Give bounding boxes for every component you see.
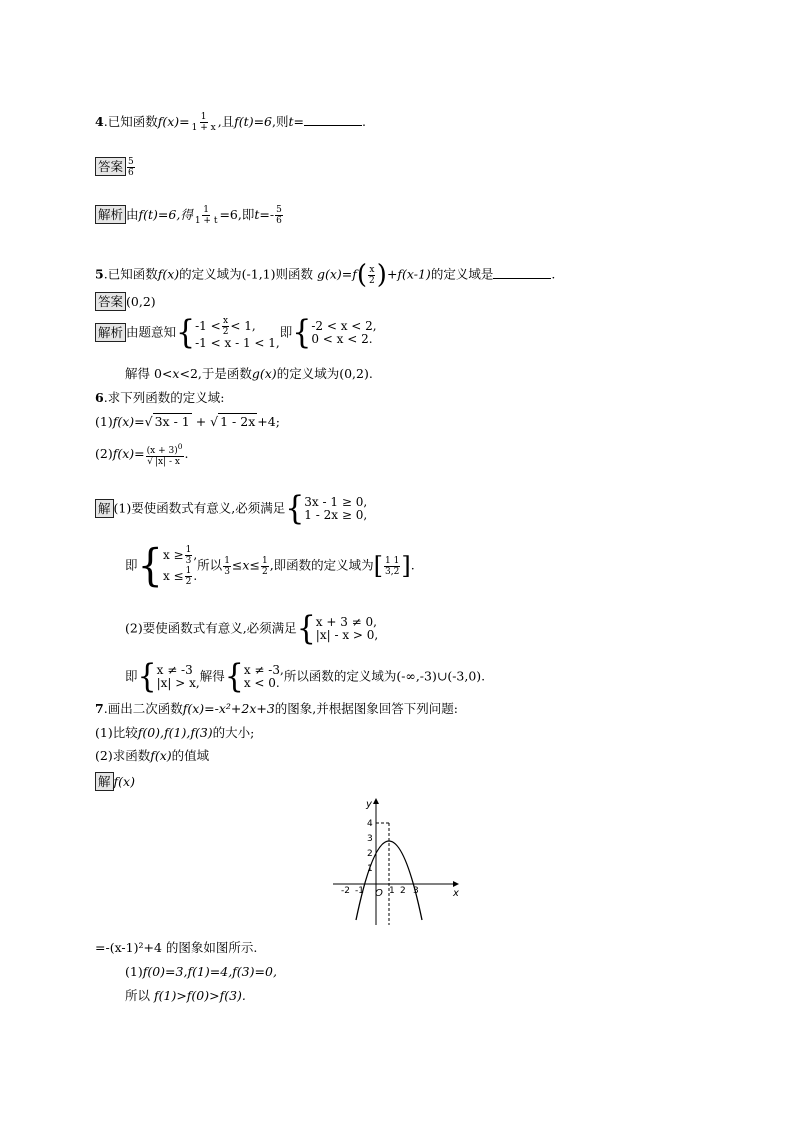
q6-s2-system-3 — [244, 664, 284, 690]
q5-stem-d: 的定义域是 — [430, 266, 494, 282]
q6-s2-sys2-line1: x ≠ -3 — [156, 663, 193, 677]
q4-number: 4 — [95, 114, 104, 129]
q7-number: 7 — [95, 701, 104, 716]
q4-stem-c: ,则 — [272, 114, 289, 129]
q4-ft: f(t)=6 — [234, 114, 273, 129]
x-tick-neg2: -2 — [341, 886, 350, 896]
q7-s1-cmp-text: f(1)>f(0)>f(3). — [153, 988, 246, 1003]
q6-s1-i-den: 3,2 — [385, 566, 400, 577]
q6-s1-sys-line1: 3x - 1 ≥ 0, — [304, 495, 368, 509]
q4-analysis-result — [275, 205, 283, 226]
q4-answer-fraction — [127, 157, 135, 178]
y-tick-2: 2 — [367, 849, 373, 859]
q4-answer-blank — [304, 114, 362, 126]
q6-s1-d-den: 3 — [224, 566, 230, 577]
q6-solution-1 — [95, 489, 368, 528]
q6-p2-fx: f(x)= — [112, 446, 145, 461]
q5-stem-c: + — [386, 266, 398, 282]
q6-s1-i-frac — [384, 556, 400, 577]
q7-s1-b: 所以 — [125, 988, 154, 1003]
q5-sys1-line1-a: -1 < — [195, 319, 221, 333]
answer-label: 答案 — [95, 157, 126, 176]
q6-s2-brace: { — [296, 609, 316, 648]
q4-analysis-t: t=- — [254, 207, 275, 222]
q6-s1-f: ≤ — [249, 557, 260, 573]
q6-s1-i-num: 1 1 — [385, 555, 400, 566]
q7-s1-cmp — [125, 988, 246, 1004]
x-tick-1: 1 — [389, 886, 395, 896]
q5-conclusion-b: <2,于是函数 — [179, 366, 252, 381]
q5-analysis-a: 由题意知 — [126, 324, 177, 340]
analysis-label: 解析 — [95, 205, 126, 224]
q6-s1-d-frac — [223, 556, 231, 577]
q5-fx1: f(x-1) — [397, 266, 431, 282]
q4-answer-den: 6 — [128, 168, 134, 178]
q4-stem-b: ,且 — [217, 114, 235, 129]
q5-conclusion-g: g(x) — [251, 366, 277, 381]
q6-s1-g-frac — [261, 556, 269, 577]
analysis-label: 解析 — [95, 323, 126, 342]
q7-solution — [95, 772, 135, 791]
q6-s2-system-2 — [157, 664, 200, 690]
y-tick-3: 3 — [367, 834, 373, 844]
q6-s1-bracket-open: [ — [373, 552, 384, 580]
q6-s2-system — [316, 616, 378, 642]
q6-part1: (1)f(x)=√ 3x - 1 + √ 1 - 2x +4; — [95, 414, 280, 429]
q6-s1-sys2-l1b: , — [193, 548, 198, 562]
q5-sys1-line1 — [195, 316, 280, 337]
q6-p2-num: (x + 3) — [146, 446, 178, 456]
q6-s1-b: 即 — [125, 557, 138, 573]
q4-t: t= — [288, 114, 304, 129]
q6-s2-sys-line1: x + 3 ≠ 0, — [315, 615, 377, 629]
q4-analysis-den: 6 — [276, 216, 282, 226]
q6-s2-sys2-line2: |x| > x, — [156, 676, 200, 690]
origin-label: O — [375, 888, 383, 899]
q5-answer — [95, 292, 156, 311]
q6-s1-d-num: 1 — [224, 555, 230, 566]
q4-analysis-frac-num: 1 — [203, 205, 210, 215]
q5-number: 5 — [95, 266, 104, 282]
q4-answer-num: 5 — [128, 157, 134, 167]
q4-analysis-b: =6,即 — [219, 207, 255, 222]
x-axis-label: x — [453, 888, 459, 899]
q6-s1-e: ≤ — [231, 557, 243, 573]
answer-label: 答案 — [95, 292, 126, 311]
q6-s1-g-den: 2 — [261, 566, 268, 577]
q4-analysis-a: 由 — [126, 207, 139, 222]
q4-tail: . — [362, 114, 366, 129]
q6-p1-sqrt2: 1 - 2x — [220, 414, 256, 429]
q6-s1-sys2-frac1 — [185, 545, 193, 566]
q6-solution-1b — [125, 540, 415, 592]
q6-s2-d: 所以函数的定义域为(-∞,-3)∪(-3,0). — [283, 668, 486, 684]
q7-stem: 7.画出二次函数f(x)=-x²+2x+3的图象,并根据图象回答下列问题: — [95, 701, 458, 716]
q4-frac-num: 1 — [200, 112, 207, 122]
solution-label: 解 — [95, 772, 114, 791]
q6-stem-text: 求下列函数的定义域: — [107, 390, 225, 405]
y-tick-4: 4 — [367, 819, 373, 829]
q5-conclusion-c: 的定义域为(0,2). — [276, 366, 373, 381]
q6-p2-den-wrap: √ |x| - x — [147, 457, 180, 467]
x-tick-2: 2 — [400, 886, 406, 896]
q5-stem-a: 已知函数 — [107, 266, 158, 282]
q7-p2-fx: f(x) — [150, 748, 172, 763]
q4-frac-den: 1 + x — [191, 123, 216, 133]
q6-s1-sys-line2: 1 - 2x ≥ 0, — [304, 508, 368, 522]
q6-solution-2 — [125, 609, 379, 648]
q6-s2-sys-line2: |x| - x > 0, — [315, 628, 379, 642]
q4-fx: f(x)= — [157, 114, 190, 129]
q4-analysis-num: 5 — [276, 205, 282, 215]
q6-s1-system-2 — [163, 545, 197, 587]
q6-part2 — [95, 442, 188, 467]
q5-tail: . — [551, 266, 556, 282]
q4-analysis — [95, 205, 284, 226]
x-tick-3: 3 — [413, 886, 419, 896]
y-axis-label: y — [366, 799, 372, 810]
q4-answer — [95, 157, 136, 178]
q7-p1-vals: f(0),f(1),f(3) — [137, 725, 213, 740]
q5-frac-den: 2 — [369, 275, 375, 286]
q6-s1-brace-2: { — [137, 540, 163, 592]
q5-paren-open: ( — [356, 260, 368, 290]
x-tick-neg1: -1 — [355, 886, 364, 896]
q5-answer-text: (0,2) — [126, 294, 156, 309]
q7-p2: (2)求函数 — [95, 748, 151, 763]
q6-p1-plus: + — [191, 414, 211, 429]
q4-analysis-frac-den: 1 + t — [194, 216, 218, 226]
q7-part2 — [95, 748, 209, 764]
q7-cont — [95, 940, 257, 956]
q4-analysis-ft: f(t)=6,得 — [138, 207, 193, 222]
q5-fraction — [368, 265, 376, 286]
q6-s1-sys2-frac2-den: 2 — [185, 577, 192, 587]
q5-paren-close: ) — [376, 260, 387, 290]
q6-s1-sys2-line1 — [163, 545, 197, 566]
q5-analysis-b: 即 — [279, 324, 293, 340]
q5-brace-1: { — [176, 313, 196, 352]
q7-fx: f(x)=-x²+2x+3 — [182, 701, 275, 716]
q6-s2-brace-3: { — [224, 657, 244, 696]
q6-s1-bracket-close: ] — [401, 552, 411, 580]
q6-s1-sys2-l2b: . — [193, 569, 198, 583]
q4-analysis-fraction — [194, 205, 219, 226]
q6-s2-a: (2)要使函数式有意义,必须满足 — [125, 620, 297, 636]
q5-sys2-line2: 0 < x < 2. — [311, 332, 373, 346]
q6-number: 6 — [95, 390, 104, 405]
q6-p1-label: (1) — [95, 414, 113, 429]
q5-sys1-line1-b: < 1, — [230, 319, 256, 333]
q5-analysis — [95, 313, 377, 352]
q5-sys2-line1: -2 < x < 2, — [311, 319, 377, 333]
q7-s1 — [125, 964, 277, 980]
q5-fx: f(x) — [157, 266, 180, 282]
q6-p2-num-wrap — [146, 442, 184, 457]
q6-s1-sys2-frac2-num: 1 — [185, 566, 192, 576]
q6-p1-tail: +4; — [257, 414, 280, 429]
q5-sys1-frac — [222, 316, 230, 337]
q6-s2-brace-2: { — [137, 657, 157, 696]
q7-cont-a: =-(x-1)²+4 的图象如图所示. — [95, 940, 258, 955]
q6-s1-sys2-l2a: x ≤ — [162, 569, 184, 583]
q7-stem-a: 画出二次函数 — [107, 701, 183, 716]
q6-s1-sys2-frac1-num: 1 — [185, 545, 192, 555]
q5-frac-num: x — [369, 264, 375, 275]
y-tick-1: 1 — [367, 864, 373, 874]
q6-s1-brace: { — [285, 489, 305, 528]
solution-label: 解 — [95, 499, 114, 518]
q4-stem-text: 已知函数 — [107, 114, 158, 129]
q6-s1-j: . — [410, 557, 415, 573]
q6-s1-c: 所以 — [197, 557, 223, 573]
q6-s2-c: 解得 — [199, 668, 225, 684]
q6-s1-h: ,即函数的定义域为 — [269, 557, 374, 573]
q6-p1-fx: f(x)= — [112, 414, 145, 429]
q5-stem-b: 的定义域为(-1,1)则函数 — [179, 266, 313, 282]
q6-s1-x: x — [242, 557, 250, 573]
q7-stem-b: 的图象,并根据图象回答下列问题: — [274, 701, 458, 716]
q6-p1-sqrt1: 3x - 1 — [154, 414, 190, 429]
q6-s1-a: (1)要使函数式有意义,必须满足 — [113, 500, 286, 516]
q5-stem: 5.已知函数f(x)的定义域为(-1,1)则函数 g(x)=f( $\frac{x}{2}$ )+f(x-1)的定义域是 . — [95, 260, 556, 290]
q6-s1-sys2-l1a: x ≥ — [162, 548, 184, 562]
q5-system-2 — [311, 320, 376, 346]
q6-p2-den: |x| - x — [154, 457, 180, 467]
q5-sys1-frac-den: 2 — [222, 327, 229, 337]
q6-s1-sys2-line2 — [163, 566, 197, 587]
q5-conclusion-x: x — [172, 366, 180, 381]
q6-s1-g-num: 1 — [261, 555, 268, 566]
q5-conclusion — [125, 366, 373, 382]
q6-stem: 6.求下列函数的定义域: — [95, 390, 225, 405]
q4-stem: 4.已知函数f(x)= $\frac{1}{1 + x}$ ,且f(t)=6,则t= . — [95, 112, 366, 133]
q6-s2-sys3-line2: x < 0. — [243, 676, 280, 690]
q6-s2-sys3-line1: x ≠ -3, — [243, 663, 284, 677]
q5-brace-2: { — [292, 313, 312, 352]
q7-p1-tail: 的大小; — [212, 725, 255, 740]
q7-s1-a: (1) — [125, 964, 143, 979]
parabola-graph — [330, 795, 465, 930]
q5-conclusion-a: 解得 0< — [125, 366, 173, 381]
q7-p2-tail: 的值域 — [171, 748, 210, 763]
q6-p2-label: (2) — [95, 446, 113, 461]
q5-answer-blank — [493, 267, 551, 279]
q6-p2-tail: . — [184, 446, 189, 461]
q6-p2-fraction — [146, 442, 184, 467]
q7-part1 — [95, 725, 254, 741]
q6-solution-2b — [125, 657, 486, 696]
q7-solution-fx: f(x) — [113, 774, 135, 789]
q6-s1-system — [304, 496, 367, 522]
q5-sys1-line2: -1 < x - 1 < 1, — [195, 336, 280, 350]
q5-system-1 — [195, 316, 280, 350]
q6-p2-exp: 0 — [177, 442, 183, 451]
q4-fraction — [191, 112, 217, 133]
q6-s2-b: 即 — [125, 668, 138, 684]
q7-s1-vals: f(0)=3,f(1)=4,f(3)=0, — [142, 964, 277, 979]
q7-p1: (1)比较 — [95, 725, 138, 740]
q5-sys1-frac-num: x — [223, 316, 229, 326]
q6-s1-sys2-frac2 — [185, 566, 193, 587]
q5-gx: g(x)=f — [316, 266, 357, 282]
q6-s1-sys2-frac1-den: 3 — [185, 556, 192, 566]
